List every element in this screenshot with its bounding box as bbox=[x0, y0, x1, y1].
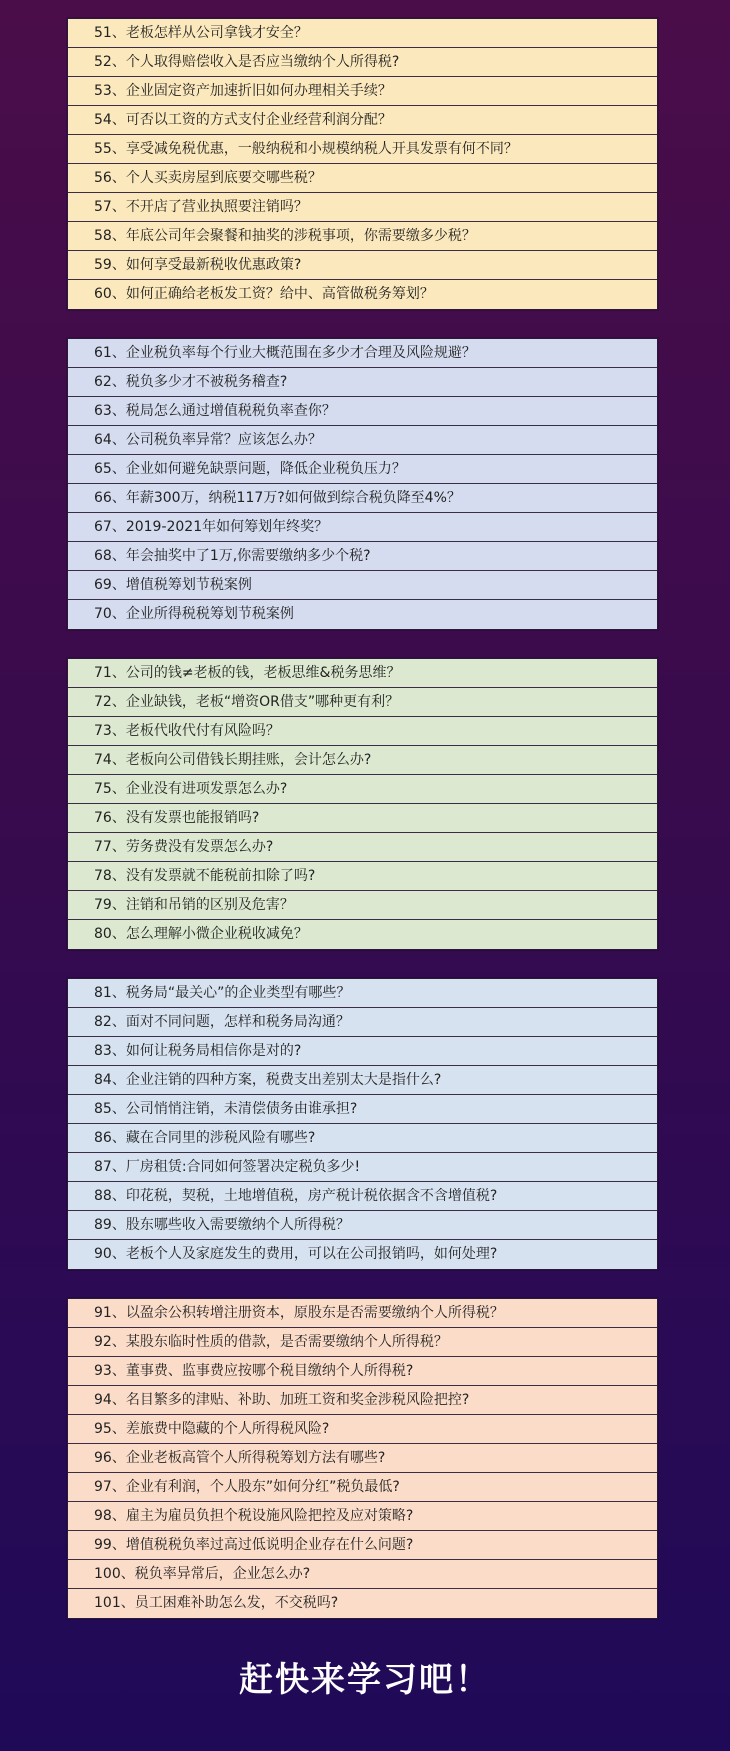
question-item: 96、企业老板高管个人所得税筹划方法有哪些? bbox=[68, 1444, 657, 1473]
question-item: 72、企业缺钱，老板“增资OR借支”哪种更有利？ bbox=[68, 688, 657, 717]
question-item: 62、税负多少才不被税务稽查? bbox=[68, 368, 657, 397]
question-item: 82、面对不同问题，怎样和税务局沟通？ bbox=[68, 1008, 657, 1037]
question-item: 54、可否以工资的方式支付企业经营利润分配？ bbox=[68, 106, 657, 135]
question-item: 99、增值税税负率过高过低说明企业存在什么问题? bbox=[68, 1531, 657, 1560]
question-item: 61、企业税负率每个行业大概范围在多少才合理及风险规避？ bbox=[68, 339, 657, 368]
question-item: 63、税局怎么通过增值税税负率查你？ bbox=[68, 397, 657, 426]
question-item: 69、增值税筹划节税案例 bbox=[68, 571, 657, 600]
question-item: 55、享受减免税优惠，一般纳税和小规模纳税人开具发票有何不同？ bbox=[68, 135, 657, 164]
question-item: 56、个人买卖房屋到底要交哪些税？ bbox=[68, 164, 657, 193]
question-item: 88、印花税，契税，土地增值税，房产税计税依据含不含增值税? bbox=[68, 1182, 657, 1211]
footer-call-to-action: 赶快来学习吧！ bbox=[239, 1660, 491, 1700]
question-group-5 bbox=[67, 1298, 658, 1619]
question-item: 68、年会抽奖中了1万,你需要缴纳多少个税? bbox=[68, 542, 657, 571]
question-item: 65、企业如何避免缺票问题，降低企业税负压力？ bbox=[68, 455, 657, 484]
question-item: 85、公司悄悄注销，未清偿债务由谁承担? bbox=[68, 1095, 657, 1124]
question-item: 90、老板个人及家庭发生的费用，可以在公司报销吗，如何处理? bbox=[94, 1246, 498, 1262]
question-item: 73、老板代收代付有风险吗？ bbox=[68, 717, 657, 746]
question-item: 95、差旅费中隐藏的个人所得税风险? bbox=[68, 1415, 657, 1444]
question-item: 78、没有发票就不能税前扣除了吗? bbox=[68, 862, 657, 891]
question-item: 86、藏在合同里的涉税风险有哪些? bbox=[68, 1124, 657, 1153]
question-item: 97、企业有利润，个人股东”如何分红”税负最低? bbox=[68, 1473, 657, 1502]
question-item: 60、如何正确给老板发工资？给中、高管做税务筹划？ bbox=[94, 286, 434, 302]
question-group-4 bbox=[67, 978, 658, 1270]
question-item: 75、企业没有进项发票怎么办? bbox=[68, 775, 657, 804]
question-item: 83、如何让税务局相信你是对的? bbox=[68, 1037, 657, 1066]
question-item: 57、不开店了营业执照要注销吗？ bbox=[68, 193, 657, 222]
question-item: 58、年底公司年会聚餐和抽奖的涉税事项，你需要缴多少税？ bbox=[68, 222, 657, 251]
question-item: 66、年薪300万，纳税117万?如何做到综合税负降至4%？ bbox=[68, 484, 657, 513]
question-item: 93、董事费、监事费应按哪个税目缴纳个人所得税? bbox=[68, 1357, 657, 1386]
question-item: 53、企业固定资产加速折旧如何办理相关手续？ bbox=[68, 77, 657, 106]
question-item: 94、名目繁多的津贴、补助、加班工资和奖金涉税风险把控? bbox=[68, 1386, 657, 1415]
question-item: 101、员工困难补助怎么发，不交税吗? bbox=[94, 1595, 339, 1611]
question-item: 64、公司税负率异常？应该怎么办？ bbox=[68, 426, 657, 455]
question-item: 92、某股东临时性质的借款，是否需要缴纳个人所得税？ bbox=[68, 1328, 657, 1357]
question-item: 77、劳务费没有发票怎么办? bbox=[68, 833, 657, 862]
question-item: 74、老板向公司借钱长期挂账，会计怎么办? bbox=[68, 746, 657, 775]
question-item: 89、股东哪些收入需要缴纳个人所得税？ bbox=[68, 1211, 657, 1240]
question-item: 67、2019-2021年如何筹划年终奖？ bbox=[68, 513, 657, 542]
question-group-2 bbox=[67, 338, 658, 630]
question-group-1 bbox=[67, 18, 658, 310]
question-item: 87、厂房租赁:合同如何签署决定税负多少! bbox=[68, 1153, 657, 1182]
question-item: 98、雇主为雇员负担个税设施风险把控及应对策略? bbox=[68, 1502, 657, 1531]
question-item: 80、怎么理解小微企业税收减免？ bbox=[94, 926, 308, 942]
question-item: 79、注销和吊销的区别及危害？ bbox=[68, 891, 657, 920]
question-item: 59、如何享受最新税收优惠政策? bbox=[68, 251, 657, 280]
question-group-3 bbox=[67, 658, 658, 950]
question-item: 52、个人取得赔偿收入是否应当缴纳个人所得税? bbox=[68, 48, 657, 77]
question-item: 91、以盈余公积转增注册资本，原股东是否需要缴纳个人所得税？ bbox=[68, 1299, 657, 1328]
question-item: 81、税务局“最关心”的企业类型有哪些？ bbox=[68, 979, 657, 1008]
question-item: 76、没有发票也能报销吗? bbox=[68, 804, 657, 833]
question-item: 51、老板怎样从公司拿钱才安全？ bbox=[68, 19, 657, 48]
question-item: 100、税负率异常后，企业怎么办? bbox=[68, 1560, 657, 1589]
question-item: 84、企业注销的四种方案，税费支出差别太大是指什么? bbox=[68, 1066, 657, 1095]
question-item: 71、公司的钱≠老板的钱，老板思维&税务思维？ bbox=[68, 659, 657, 688]
question-item: 70、企业所得税税筹划节税案例 bbox=[94, 606, 294, 622]
